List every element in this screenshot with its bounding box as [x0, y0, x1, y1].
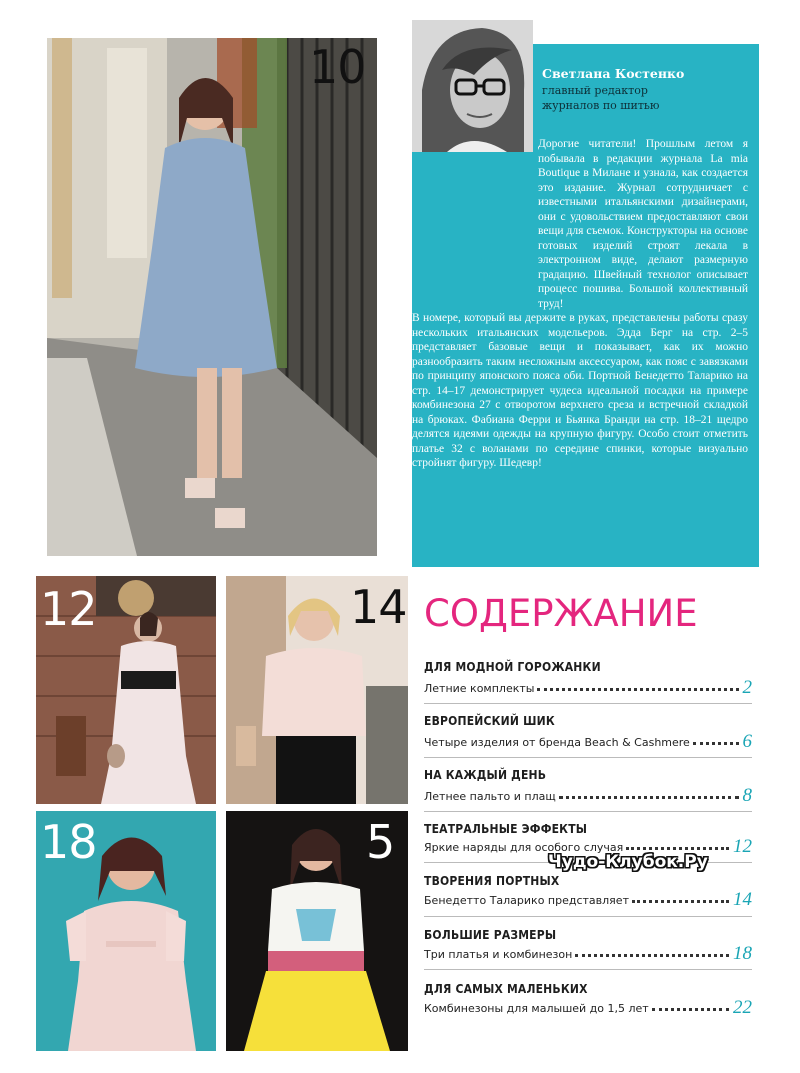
- editor-portrait: [412, 20, 533, 152]
- toc-entry-text: Летние комплекты: [424, 682, 535, 695]
- toc-entry-text: Бенедетто Таларико представляет: [424, 894, 629, 907]
- toc-leader-dots: [652, 1008, 729, 1011]
- toc-entry[interactable]: [424, 676, 752, 698]
- editor-role-line: главный редактор: [542, 84, 648, 97]
- photo-number: 10: [309, 40, 366, 94]
- toc-leader-dots: [559, 796, 739, 799]
- toc-category: ЕВРОПЕЙСКИЙ ШИК: [424, 714, 555, 728]
- toc-leader-dots: [693, 742, 739, 745]
- toc-category: ДЛЯ САМЫХ МАЛЕНЬКИХ: [424, 982, 588, 996]
- toc-entry[interactable]: [424, 996, 752, 1018]
- toc-entry[interactable]: [424, 730, 752, 752]
- toc-leader-dots: [575, 954, 729, 957]
- toc-page-number: 22: [733, 997, 752, 1018]
- editor-role: [542, 83, 682, 113]
- toc-entry[interactable]: [424, 888, 752, 910]
- photo-number: 5: [366, 815, 395, 869]
- main-photo: [47, 38, 377, 556]
- editor-name: Светлана Костенко: [542, 66, 685, 81]
- toc-page-number: 8: [742, 785, 752, 806]
- toc-page-number: 6: [742, 731, 752, 752]
- toc-category: ТВОРЕНИЯ ПОРТНЫХ: [424, 874, 560, 888]
- toc-entry-text: Комбинезоны для малышей до 1,5 лет: [424, 1002, 649, 1015]
- toc-category: БОЛЬШИЕ РАЗМЕРЫ: [424, 928, 557, 942]
- toc-entry-text: Три платья и комбинезон: [424, 948, 573, 961]
- toc-leader-dots: [626, 847, 729, 850]
- letter-paragraph: Дорогие читатели! Прошлым летом я побывала в редакции журнала La mia Boutique в Милане и узнала, как создается это издание. Журнал сотрудничает с известными итальянскими дизайнерами, они с удовольствием предоставляют свои вещи для съемок. Конструкторы на основе готовых изделий строят лекала в электронном виде, делают размерную градацию. Швейный технолог описывает процесс пошива. Большой коллективный труд!: [538, 138, 748, 310]
- editor-letter-text: [412, 137, 748, 471]
- toc-divider: [424, 757, 752, 758]
- photo-14: [226, 576, 408, 804]
- letter-paragraph: В номере, который вы держите в руках, представлены работы сразу нескольких итальянских модельеров. Эдда Берг на стр. 2–5 представляет базовые вещи и показывает, как их можно разнообразить таким несложным аксессуаром, как пояс с завязками по принципу японского пояса оби. Портной Бенедетто Таларико на стр. 14–17 демонстрирует чудеса идеальной посадки на примере комбинезона 27 с отворотом верхнего среза и встречной складкой на брюках. Фабиана Ферри и Бьянка Бранди на стр. 18–21 щедро делятся идеями одежды на крупную фигуру. Особо стоит отметить платье 32 с воланами по середине спинки, которые визуально стройнят фигуру. Шедевр!: [412, 312, 748, 469]
- toc-page-number: 2: [742, 677, 752, 698]
- photo-number: 14: [350, 580, 407, 634]
- toc-divider: [424, 969, 752, 970]
- toc-divider: [424, 811, 752, 812]
- toc-page-number: 12: [733, 836, 752, 857]
- photo-18: [36, 811, 216, 1051]
- photo-number: 18: [40, 815, 97, 869]
- photo-5: [226, 811, 408, 1051]
- toc-entry[interactable]: [424, 784, 752, 806]
- toc-divider: [424, 916, 752, 917]
- toc-page-number: 14: [733, 889, 752, 910]
- toc-entry-text: Яркие наряды для особого случая: [424, 841, 624, 854]
- photo-number: 12: [40, 582, 97, 636]
- toc-category: ДЛЯ МОДНОЙ ГОРОЖАНКИ: [424, 660, 601, 674]
- toc-category: ТЕАТРАЛЬНЫЕ ЭФФЕКТЫ: [424, 822, 588, 836]
- toc-divider: [424, 703, 752, 704]
- toc-leader-dots: [632, 900, 729, 903]
- toc-entry[interactable]: [424, 942, 752, 964]
- toc-entry-text: Четыре изделия от бренда Beach & Cashmere: [424, 736, 690, 749]
- toc-page-number: 18: [733, 943, 752, 964]
- toc-entry-text: Летнее пальто и плащ: [424, 790, 556, 803]
- toc-title: СОДЕРЖАНИЕ: [424, 592, 698, 635]
- toc-category: НА КАЖДЫЙ ДЕНЬ: [424, 768, 547, 782]
- photo-12: [36, 576, 216, 804]
- site-watermark: Чудо-Клубок.Ру: [548, 852, 708, 872]
- editor-role-line: журналов по шитью: [542, 99, 660, 112]
- toc-leader-dots: [537, 688, 738, 691]
